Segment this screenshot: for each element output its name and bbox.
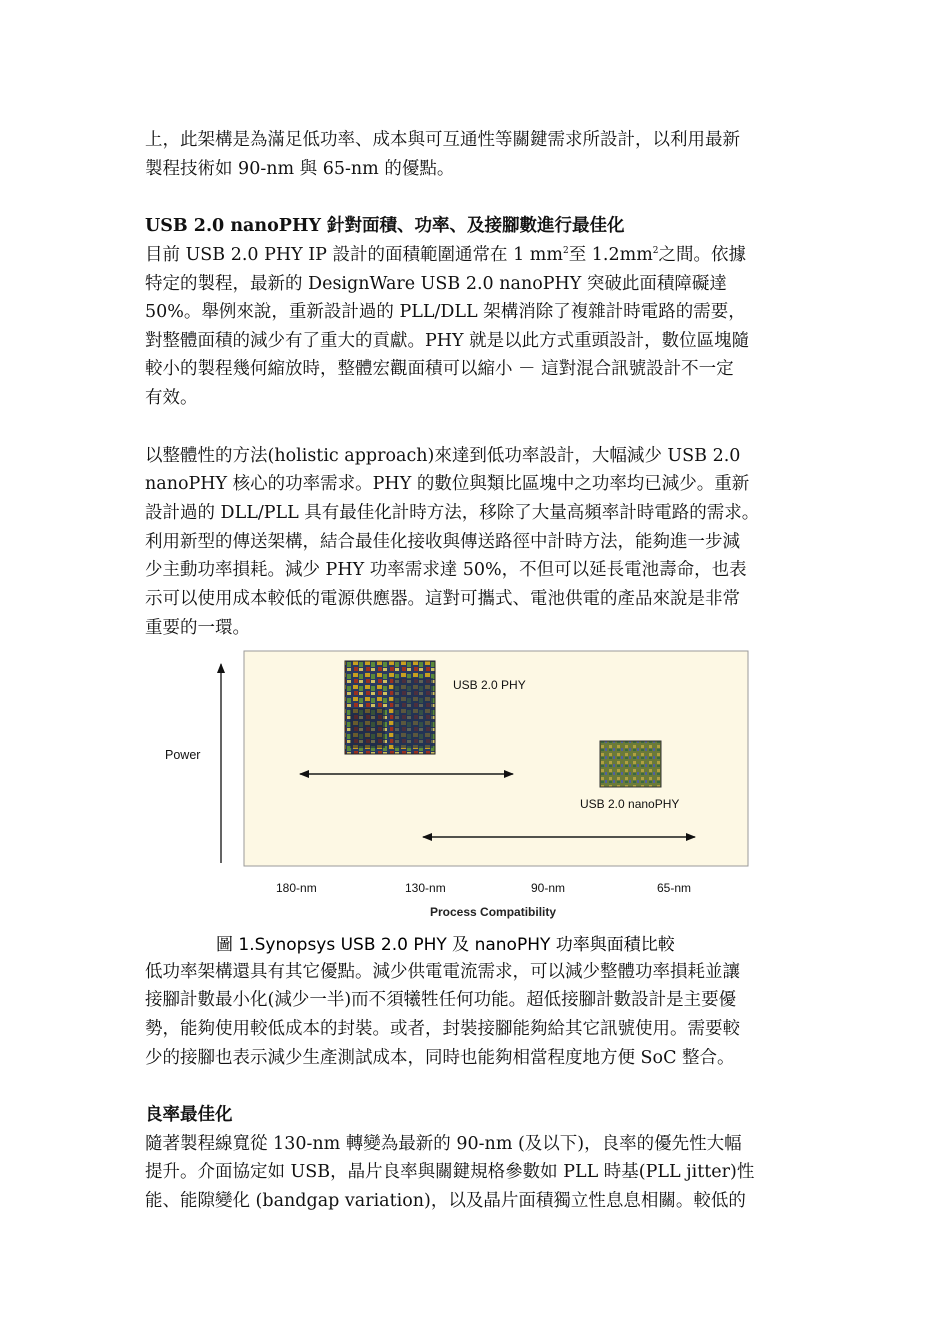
nanophy-p2-line: 設計過的 DLL/PLL 具有最佳化計時方法，移除了大量高頻率計時電路的需求。 bbox=[145, 503, 760, 523]
figure-svg bbox=[160, 648, 760, 926]
nanophy-p2-line: 示可以使用成本較低的電源供應器。這對可攜式、電池供電的產品來說是非常 bbox=[145, 589, 740, 609]
x-axis-label: Process Compatibility bbox=[430, 905, 557, 919]
x-tick-label: 180-nm bbox=[276, 881, 317, 895]
pins-line: 勢，能夠使用較低成本的封裝。或者，封裝接腳能夠給其它訊號使用。需要較 bbox=[145, 1019, 740, 1039]
nanophy-p2-line: nanoPHY 核心的功率需求。PHY 的數位與類比區塊中之功率均已減少。重新 bbox=[145, 474, 750, 494]
yield-line: 提升。介面協定如 USB，晶片良率與關鍵規格參數如 PLL 時基(PLL jitter)性 bbox=[145, 1162, 755, 1182]
x-tick-label: 130-nm bbox=[405, 881, 446, 895]
usb-nanophy-die-image bbox=[600, 741, 661, 787]
nanophy-p1-line: 有效。 bbox=[145, 388, 198, 408]
yield-line: 隨著製程線寬從 130-nm 轉變為最新的 90-nm (及以下)，良率的優先性大幅 bbox=[145, 1134, 742, 1154]
y-axis-label: Power bbox=[165, 748, 201, 762]
nanophy-p1-line-1: 目前 USB 2.0 PHY IP 設計的面積範圍通常在 1 $mm^2$至 $1.2mm^2$之間。依據 bbox=[145, 245, 747, 265]
intro-line-1: 上，此架構是為滿足低功率、成本與可互通性等關鍵需求所設計，以利用最新 bbox=[145, 130, 740, 150]
nanophy-p1-line: 50%。舉例來說，重新設計過的 PLL/DLL 架構消除了複雜計時電路的需要， bbox=[145, 302, 746, 322]
pins-line: 接腳計數最小化(減少一半)而不須犧牲任何功能。超低接腳計數設計是主要優 bbox=[145, 990, 737, 1010]
usb-nanophy-label: USB 2.0 nanoPHY bbox=[580, 797, 680, 811]
x-tick-label: 65-nm bbox=[657, 881, 692, 895]
section-heading-yield: 良率最佳化 bbox=[145, 1105, 233, 1125]
yield-line: 能、能隙變化 (bandgap variation)，以及晶片面積獨立性息息相關。較低的 bbox=[145, 1191, 746, 1211]
usb-phy-label: USB 2.0 PHY bbox=[453, 678, 526, 692]
nanophy-p2-line: 重要的一環。 bbox=[145, 618, 250, 638]
nanophy-p2-line: 利用新型的傳送架構，結合最佳化接收與傳送路徑中計時方法，能夠進一步減 bbox=[145, 532, 740, 552]
nanophy-p2-line: 以整體性的方法(holistic approach)來達到低功率設計，大幅減少 USB 2.0 bbox=[145, 446, 741, 466]
pins-line: 少的接腳也表示減少生產測試成本，同時也能夠相當程度地方便 SoC 整合。 bbox=[145, 1048, 735, 1068]
nanophy-p1-line: 對整體面積的減少有了重大的貢獻。PHY 就是以此方式重頭設計，數位區塊隨 bbox=[145, 331, 750, 351]
figure-power-vs-process bbox=[160, 648, 760, 926]
figure-caption: 圖 1.Synopsys USB 2.0 PHY 及 nanoPHY 功率與面積比較 bbox=[216, 935, 675, 955]
x-tick-label: 90-nm bbox=[531, 881, 566, 895]
nanophy-p1-line: 較小的製程幾何縮放時，整體宏觀面積可以縮小 － 這對混合訊號設計不一定 bbox=[145, 359, 734, 379]
nanophy-p1-line: 特定的製程，最新的 DesignWare USB 2.0 nanoPHY 突破此面積障礙達 bbox=[145, 274, 727, 294]
section-heading-nanophy: USB 2.0 nanoPHY 針對面積、功率、及接腳數進行最佳化 bbox=[145, 216, 625, 236]
pins-line: 低功率架構還具有其它優點。減少供電電流需求，可以減少整體功率損耗並讓 bbox=[145, 962, 740, 982]
intro-line-2: 製程技術如 90-nm 與 65-nm 的優點。 bbox=[145, 159, 455, 179]
nanophy-p2-line: 少主動功率損耗。減少 PHY 功率需求達 50%，不但可以延長電池壽命，也表 bbox=[145, 560, 747, 580]
